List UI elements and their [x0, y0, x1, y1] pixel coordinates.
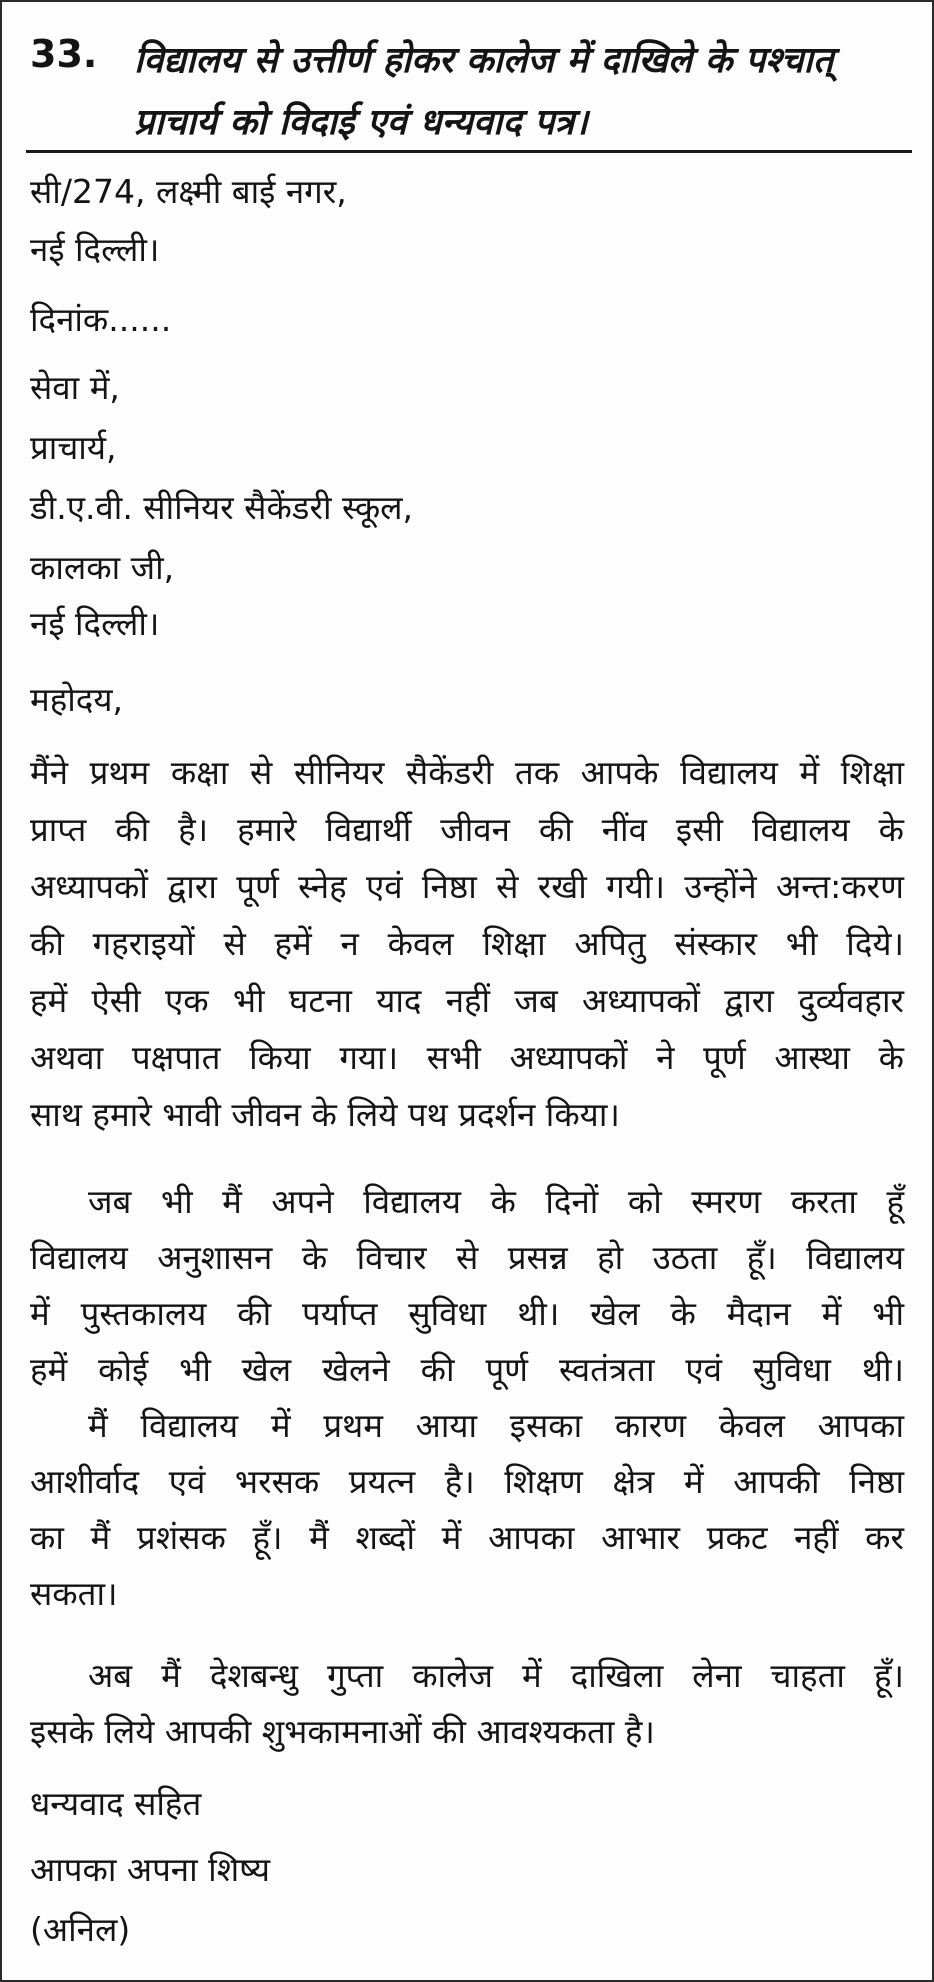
para1-line: साथ हमारे भावी जीवन के लिये पथ प्रदर्शन किया।	[30, 1095, 620, 1134]
heading-title-line-1: विद्यालय से उत्तीर्ण होकर कालेज में दाखिले के पश्चात्	[134, 40, 834, 81]
recipient-line-3: डी.ए.वी. सीनियर सैकेंडरी स्कूल,	[30, 488, 414, 527]
recipient-line-5: नई दिल्ली।	[30, 604, 160, 643]
para1-line: मैंने प्रथम कक्षा से सीनियर सैकेंडरी तक आपके विद्यालय में शिक्षा	[30, 753, 904, 792]
para2-line: हमें कोई भी खेल खेलने की पूर्ण स्वतंत्रता एवं सुविधा थी।	[30, 1350, 904, 1389]
question-number: 33.	[30, 32, 98, 76]
para1-line: अथवा पक्षपात किया गया। सभी अध्यापकों ने पूर्ण आस्था के	[30, 1038, 904, 1077]
para1-line: हमें ऐसी एक भी घटना याद नहीं जब अध्यापकों द्वारा दुर्व्यवहार	[30, 981, 904, 1020]
para3-line: का मैं प्रशंसक हूँ। मैं शब्दों में आपका आभार प्रकट नहीं कर	[30, 1518, 904, 1557]
recipient-line-2: प्राचार्य,	[30, 428, 117, 467]
para1-line: प्राप्त की है। हमारे विद्यार्थी जीवन की नींव इसी विद्यालय के	[30, 810, 904, 849]
para4-line: अब मैं देशबन्धु गुप्ता कालेज में दाखिला लेना चाहता हूँ।	[88, 1656, 904, 1695]
para1-line: की गहराइयों से हमें न केवल शिक्षा अपितु संस्कार भी दिये।	[30, 924, 904, 963]
sender-address-line-2: नई दिल्ली।	[30, 230, 160, 269]
para2-line: जब भी मैं अपने विद्यालय के दिनों को स्मरण करता हूँ	[88, 1182, 904, 1221]
sender-address-line-1: सी/274, लक्ष्मी बाई नगर,	[30, 172, 347, 211]
closing-line-1: धन्यवाद सहित	[30, 1784, 202, 1823]
heading-divider	[26, 150, 912, 153]
heading-title-line-2: प्राचार्य को विदाई एवं धन्यवाद पत्र।	[134, 102, 588, 143]
para2-line: में पुस्तकालय की पर्याप्त सुविधा थी। खेल के मैदान में भी	[30, 1294, 904, 1333]
para4-line: इसके लिये आपकी शुभकामनाओं की आवश्यकता है।	[30, 1712, 655, 1751]
recipient-line-1: सेवा में,	[30, 368, 120, 407]
para3-line: मैं विद्यालय में प्रथम आया इसका कारण केवल आपका	[88, 1406, 904, 1445]
closing-line-2: आपका अपना शिष्य	[30, 1850, 271, 1889]
salutation: महोदय,	[30, 680, 123, 719]
para2-line: विद्यालय अनुशासन के विचार से प्रसन्न हो उठता हूँ। विद्यालय	[30, 1238, 904, 1277]
body-paragraph-1	[30, 744, 904, 1143]
signature: (अनिल)	[30, 1910, 131, 1949]
recipient-line-4: कालका जी,	[30, 548, 175, 587]
body-paragraph-4	[30, 1648, 904, 1760]
date-label: दिनांक......	[30, 300, 172, 339]
para1-line: अध्यापकों द्वारा पूर्ण स्नेह एवं निष्ठा से रखी गयी। उन्होंने अन्त:करण	[30, 867, 904, 906]
para3-line: सकता।	[30, 1574, 118, 1613]
para3-line: आशीर्वाद एवं भरसक प्रयत्न है। शिक्षण क्षेत्र में आपकी निष्ठा	[30, 1462, 904, 1501]
body-paragraph-2	[30, 1174, 904, 1398]
body-paragraph-3	[30, 1398, 904, 1622]
